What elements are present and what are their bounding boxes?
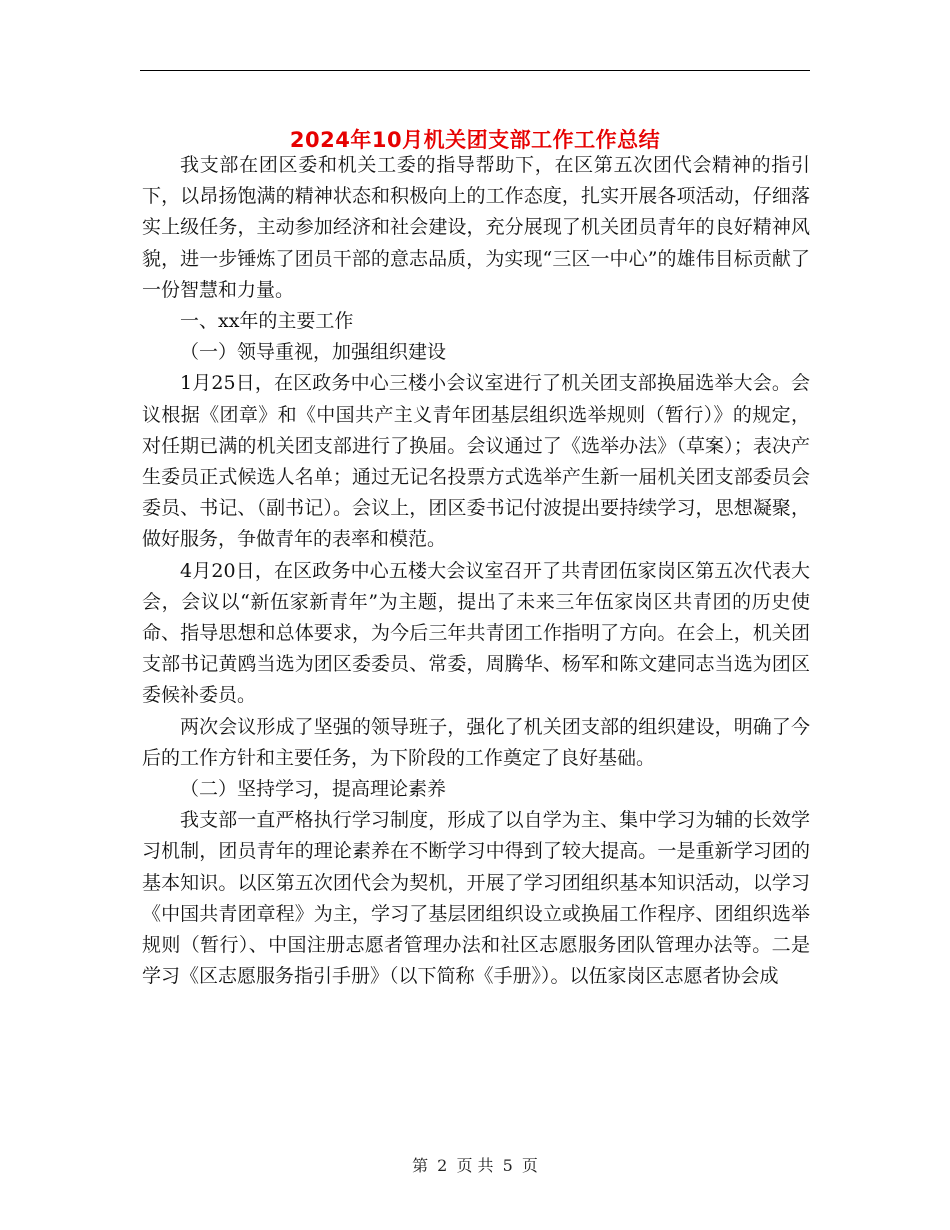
footer-page-number: 2 xyxy=(437,1156,448,1175)
subsection-heading-2: （二）坚持学习，提高理论素养 xyxy=(180,778,447,801)
paragraph-study: 我支部一直严格执行学习制度，形成了以自学为主、集中学习为辅的长效学习机制，团员青年的理论素养在不断学习中得到了较大提高。一是重新学习团的基本知识。以区第五次团代会为契机，开展了学习团组织基本知识活动，以学习《中国共青团章程》为主，学习了基层团组织设立或换届工作程序、团组织选举规则（暂行）、中国注册志愿者管理办法和社区志愿服务团队管理办法等。二是学习《区志愿服务指引手册》（以下简称《手册》）。以伍家岗区志愿者协会成 xyxy=(142,809,810,988)
footer-prefix: 第 xyxy=(412,1156,429,1175)
document-body xyxy=(142,150,810,992)
footer-middle: 页 共 xyxy=(456,1156,494,1175)
subsection-heading-1: （一）领导重视，加强组织建设 xyxy=(180,341,447,364)
paragraph-summary: 两次会议形成了坚强的领导班子，强化了机关团支部的组织建设，明确了今后的工作方针和主要任务，为下阶段的工作奠定了良好基础。 xyxy=(142,715,810,769)
paragraph-election: 1月25日，在区政务中心三楼小会议室进行了机关团支部换届选举大会。会议根据《团章》和《中国共产主义青年团基层组织选举规则（暂行）》的规定，对任期已满的机关团支部进行了换届。会议通过了《选举办法》（草案）；表决产生委员正式候选人名单；通过无记名投票方式选举产生新一届机关团支部委员会委员、书记、（副书记）。会议上，团区委书记付波提出要持续学习，思想凝聚，做好服务，争做青年的表率和模范。 xyxy=(142,372,810,551)
document-title: 2024年10月机关团支部工作工作总结 xyxy=(289,128,661,153)
footer-suffix: 页 xyxy=(521,1156,538,1175)
section-heading-1: 一、xx年的主要工作 xyxy=(180,310,354,333)
paragraph-intro: 我支部在团区委和机关工委的指导帮助下，在区第五次团代会精神的指引下，以昂扬饱满的精神状态和积极向上的工作态度，扎实开展各项活动，仔细落实上级任务，主动参加经济和社会建设，充分展现了机关团员青年的良好精神风貌，进一步锤炼了团员干部的意志品质，为实现“三区一中心”的雄伟目标贡献了一份智慧和力量。 xyxy=(142,154,810,301)
footer-total-pages: 5 xyxy=(502,1156,513,1175)
page-footer xyxy=(0,1155,950,1177)
paragraph-congress: 4月20日，在区政务中心五楼大会议室召开了共青团伍家岗区第五次代表大会，会议以“新伍家新青年”为主题，提出了未来三年伍家岗区共青团的历史使命、指导思想和总体要求，为今后三年共青团工作指明了方向。在会上，机关团支部书记黄鸥当选为团区委委员、常委，周腾华、杨军和陈文建同志当选为团区委候补委员。 xyxy=(142,559,810,707)
header-rule xyxy=(140,70,810,71)
